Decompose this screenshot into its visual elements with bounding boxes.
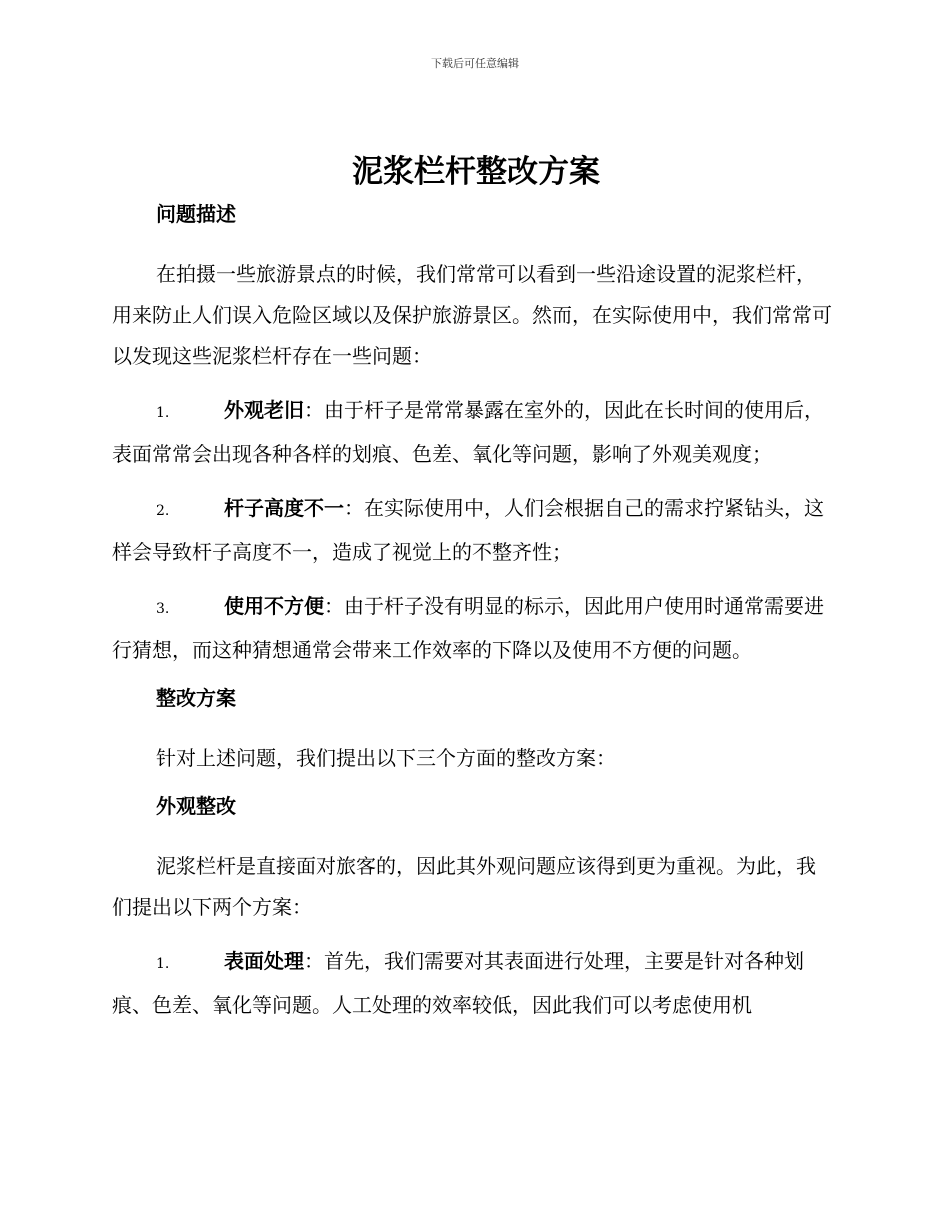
- problem-item: [112, 586, 832, 671]
- section-heading-problem: 问题描述: [156, 202, 236, 226]
- item-text: ：在实际使用中，人们会根据自己的需求拧紧钻头，这样会导致杆子高度不一，造成了视觉上的不整齐性；: [112, 496, 824, 564]
- appearance-item: [112, 941, 832, 1026]
- document-title: 泥浆栏杆整改方案: [352, 154, 600, 190]
- item-keyword: 外观老旧: [224, 398, 304, 422]
- item-keyword: 使用不方便: [224, 594, 324, 618]
- item-text: ：由于杆子没有明显的标示，因此用户使用时通常需要进行猜想，而这种猜想通常会带来工作效率的下降以及使用不方便的问题。: [112, 594, 824, 662]
- list-number: 3.: [156, 601, 170, 617]
- section-heading-plan: 整改方案: [156, 686, 236, 710]
- plan-intro-paragraph: 针对上述问题，我们提出以下三个方面的整改方案：: [156, 746, 616, 770]
- item-keyword: 杆子高度不一: [224, 496, 344, 520]
- problem-item: [112, 390, 832, 475]
- list-number: 1.: [156, 405, 170, 421]
- page-header: 下载后可任意编辑: [431, 57, 519, 70]
- item-keyword: 表面处理: [224, 949, 304, 973]
- item-text: ：由于杆子是常常暴露在室外的，因此在长时间的使用后，表面常常会出现各种各样的划痕、色差、氧化等问题，影响了外观美观度；: [112, 398, 824, 466]
- problem-item: [112, 488, 832, 573]
- item-text: ：首先，我们需要对其表面进行处理，主要是针对各种划痕、色差、氧化等问题。人工处理的效率较低，因此我们可以考虑使用机: [112, 949, 804, 1017]
- list-number: 2.: [156, 503, 170, 519]
- appearance-intro-paragraph: 泥浆栏杆是直接面对旅客的，因此其外观问题应该得到更为重视。为此，我们提出以下两个方案：: [112, 854, 816, 919]
- list-number: 1.: [156, 956, 170, 972]
- problem-intro-paragraph: 在拍摄一些旅游景点的时候，我们常常可以看到一些沿途设置的泥浆栏杆，用来防止人们误入危险区域以及保护旅游景区。然而，在实际使用中，我们常常可以发现这些泥浆栏杆存在一些问题：: [112, 262, 832, 368]
- document-body: [112, 150, 832, 1039]
- section-heading-appearance: 外观整改: [156, 794, 236, 818]
